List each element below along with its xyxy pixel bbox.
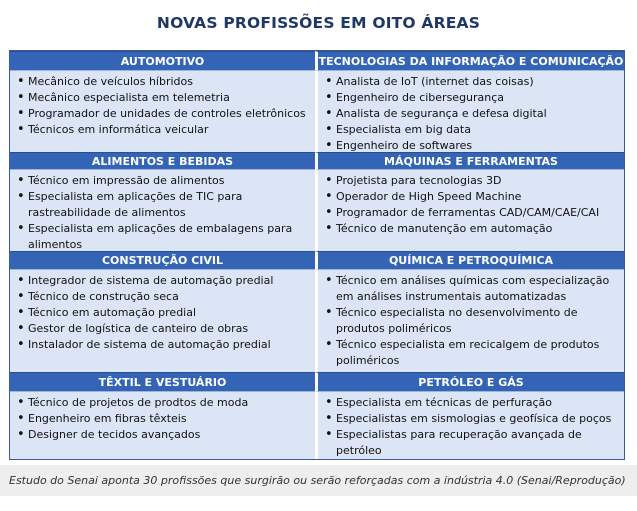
page-title: NOVAS PROFISSÕES EM OITO ÁREAS	[156, 14, 481, 32]
list-item: • Integrador de sistema de automação predial	[16, 273, 311, 289]
list-item: • Especialistas em sismologias e geofísica de poços	[324, 411, 620, 427]
area-header-textil: TÊXTIL E VESTUÁRIO	[10, 372, 315, 391]
list-item: • Analista de IoT (internet das coisas)	[324, 74, 620, 90]
list-item: • Analista de segurança e defesa digital	[324, 106, 620, 122]
list-item: • Técnicos em informática veicular	[16, 122, 311, 138]
list-item: • Especialista em big data	[324, 122, 620, 138]
list-item: • Programador de ferramentas CAD/CAM/CAE/CAI	[324, 205, 620, 221]
list-item: • Especialista em técnicas de perfuração	[324, 395, 620, 411]
image-caption: Estudo do Senai aponta 30 profissões que surgirão ou serão reforçadas com a indústria 4.0 (Senai/Reprodução)	[9, 474, 626, 487]
area-header-maquinas: MÁQUINAS E FERRAMENTAS	[315, 152, 624, 169]
list-item: • Designer de tecidos avançados	[16, 427, 311, 443]
area-header-quimica: QUÍMICA E PETROQUÍMICA	[315, 251, 624, 269]
list-item: • Especialista em aplicações de embalagens para alimentos	[16, 221, 311, 251]
area-list-alimentos	[10, 169, 315, 251]
list-item: • Técnico em automação predial	[16, 305, 311, 321]
list-item: • Técnico especialista em recicalgem de produtos poliméricos	[324, 337, 620, 369]
list-item: • Especialistas para recuperação avançada de petróleo	[324, 427, 620, 459]
area-list-textil	[10, 391, 315, 459]
area-list-automotivo	[10, 70, 315, 152]
list-item: • Técnico especialista no desenvolvimento de produtos poliméricos	[324, 305, 620, 337]
list-item: • Gestor de logística de canteiro de obras	[16, 321, 311, 337]
area-list-quimica	[315, 269, 624, 372]
area-header-automotivo: AUTOMOTIVO	[10, 51, 315, 70]
area-list-tic	[315, 70, 624, 152]
list-item: • Técnico de construção seca	[16, 289, 311, 305]
area-list-maquinas	[315, 169, 624, 251]
list-item: • Técnico em análises químicas com especialização em análises instrumentais automatizadas	[324, 273, 620, 305]
area-header-tic: TECNOLOGIAS DA INFORMAÇÃO E COMUNICAÇÃO	[315, 51, 624, 70]
area-header-petroleo: PETRÓLEO E GÁS	[315, 372, 624, 391]
list-item: • Operador de High Speed Machine	[324, 189, 620, 205]
list-item: • Técnico de projetos de prodtos de moda	[16, 395, 311, 411]
caption-bar	[0, 465, 637, 496]
area-list-petroleo	[315, 391, 624, 459]
list-item: • Mecânico de veículos híbridos	[16, 74, 311, 90]
list-item: • Engenheiro de cibersegurança	[324, 90, 620, 106]
list-item: • Engenheiro em fibras têxteis	[16, 411, 311, 427]
list-item: • Especialista em aplicações de TIC para rastreabilidade de alimentos	[16, 189, 311, 221]
list-item: • Instalador de sistema de automação predial	[16, 337, 311, 353]
list-item: • Técnico em impressão de alimentos	[16, 173, 311, 189]
list-item: • Programador de unidades de controles eletrônicos	[16, 106, 311, 122]
area-list-construcao	[10, 269, 315, 372]
list-item: • Técnico de manutenção em automação	[324, 221, 620, 237]
area-header-construcao: CONSTRUÇÃO CIVIL	[10, 251, 315, 269]
area-header-alimentos: ALIMENTOS E BEBIDAS	[10, 152, 315, 169]
professions-table	[9, 50, 625, 460]
list-item: • Projetista para tecnologias 3D	[324, 173, 620, 189]
list-item: • Mecânico especialista em telemetria	[16, 90, 311, 106]
list-item: • Engenheiro de softwares	[324, 138, 620, 152]
